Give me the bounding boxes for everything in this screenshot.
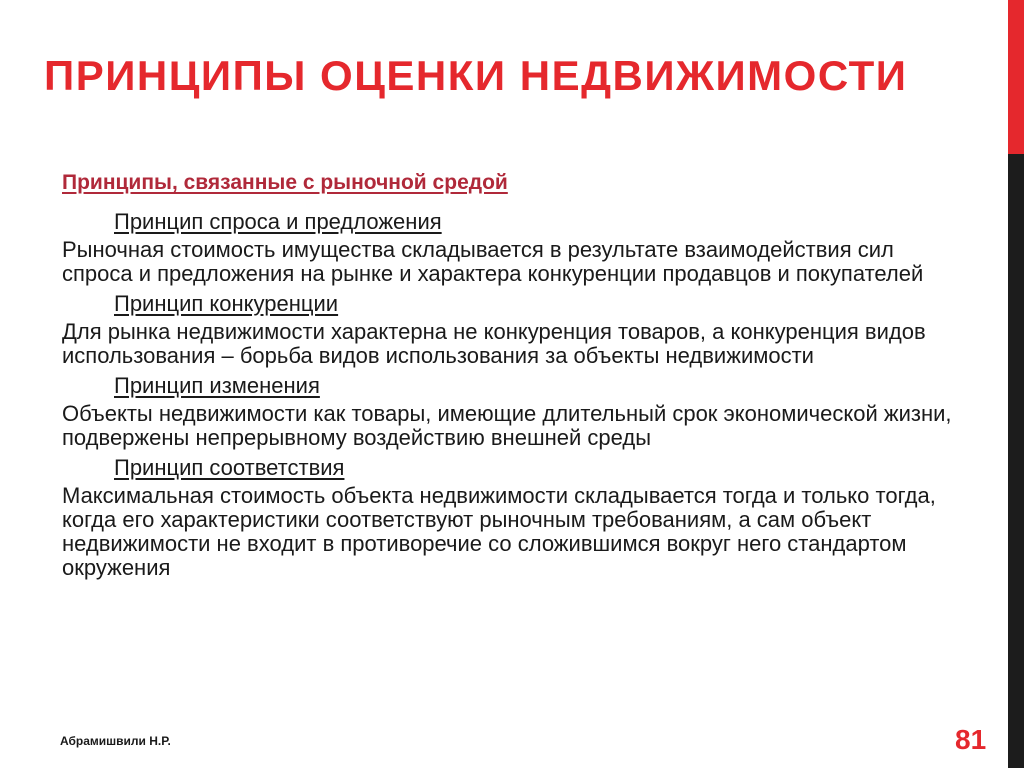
principle-text-demand-supply: Рыночная стоимость имущества складывается в результате взаимодействия сил спроса и предложения на рынке и характера конкуренции продавцов и покупателей <box>62 237 924 286</box>
principle-text-change: Объекты недвижимости как товары, имеющие длительный срок экономической жизни, подвержены непрерывному воздействию внешней среды <box>62 401 952 450</box>
principle-title-demand-supply: Принцип спроса и предложения <box>114 209 442 234</box>
section-heading: Принципы, связанные с рыночной средой <box>62 171 508 194</box>
principle-title-change: Принцип изменения <box>114 373 320 398</box>
accent-bar-dark <box>1008 154 1024 768</box>
principle-text-competition: Для рынка недвижимости характерна не конкуренция товаров, а конкуренция видов использования – борьба видов использования за объекты недвижимости <box>62 319 926 368</box>
principle-title-conformity: Принцип соответствия <box>114 455 345 480</box>
author-name: Абрамишвили Н.Р. <box>60 734 171 748</box>
page-number: 81 <box>955 724 987 755</box>
principle-text-conformity: Максимальная стоимость объекта недвижимости складывается тогда и только тогда, когда его характеристики соответствуют рыночным требованиям, а сам объект недвижимости не входит в противоречие со сложившимся вокруг него стандартом окружения <box>62 483 936 580</box>
principle-title-competition: Принцип конкуренции <box>114 291 339 316</box>
slide-content <box>62 168 962 584</box>
accent-bar-red <box>1008 0 1024 154</box>
slide-title: ПРИНЦИПЫ ОЦЕНКИ НЕДВИЖИМОСТИ <box>44 52 908 99</box>
